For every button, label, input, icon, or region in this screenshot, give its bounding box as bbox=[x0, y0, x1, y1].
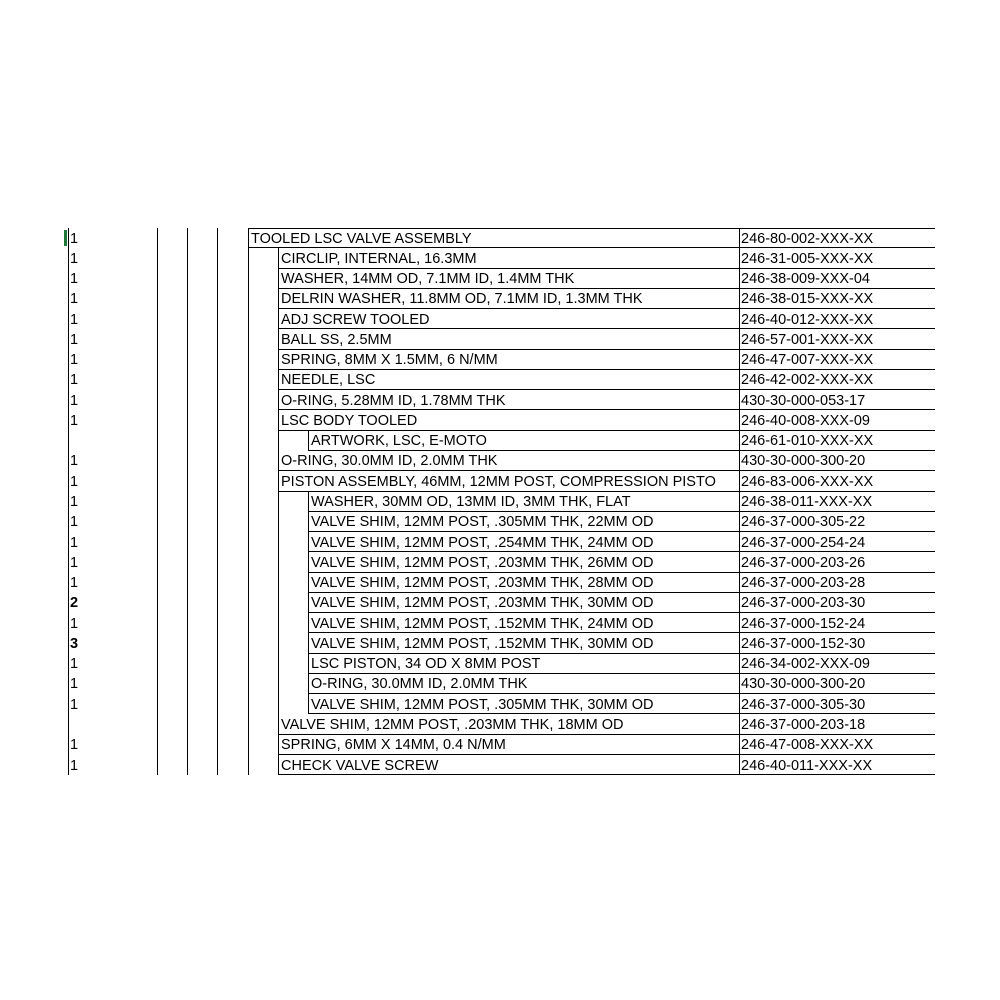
part-number-cell[interactable]: 246-61-010-XXX-XX bbox=[741, 433, 874, 450]
indent-divider bbox=[248, 633, 249, 653]
qty-cell[interactable]: 1 bbox=[70, 757, 79, 774]
part-number-cell[interactable]: 246-37-000-203-18 bbox=[741, 716, 866, 733]
indent-divider bbox=[248, 431, 249, 451]
indent-divider bbox=[278, 269, 279, 289]
qty-cell[interactable]: 3 bbox=[70, 635, 79, 652]
indent-divider bbox=[248, 370, 249, 390]
description-cell[interactable]: VALVE SHIM, 12MM POST, .305MM THK, 22MM OD bbox=[311, 514, 654, 531]
part-number-cell[interactable]: 246-80-002-XXX-XX bbox=[741, 230, 874, 247]
indent-divider bbox=[308, 573, 309, 593]
indent-divider bbox=[248, 714, 249, 734]
description-cell[interactable]: DELRIN WASHER, 11.8MM OD, 7.1MM ID, 1.3MM THK bbox=[281, 291, 643, 308]
indent-divider bbox=[278, 410, 279, 430]
indent-divider bbox=[278, 289, 279, 309]
description-cell[interactable]: VALVE SHIM, 12MM POST, .203MM THK, 28MM OD bbox=[311, 575, 654, 592]
indent-divider bbox=[248, 593, 249, 613]
part-number-cell[interactable]: 246-40-011-XXX-XX bbox=[741, 757, 873, 774]
qty-cell[interactable]: 1 bbox=[70, 696, 79, 713]
description-cell[interactable]: O-RING, 5.28MM ID, 1.78MM THK bbox=[281, 392, 506, 409]
column-divider bbox=[68, 228, 69, 775]
indent-divider bbox=[248, 573, 249, 593]
indent-divider bbox=[248, 735, 249, 755]
indent-divider bbox=[278, 390, 279, 410]
description-cell[interactable]: O-RING, 30.0MM ID, 2.0MM THK bbox=[281, 453, 498, 470]
indent-divider bbox=[278, 370, 279, 390]
qty-cell[interactable]: 1 bbox=[70, 352, 79, 369]
description-cell[interactable]: BALL SS, 2.5MM bbox=[281, 331, 392, 348]
part-number-cell[interactable]: 246-31-005-XXX-XX bbox=[741, 250, 874, 267]
indent-divider bbox=[278, 755, 279, 775]
part-number-cell[interactable]: 246-47-007-XXX-XX bbox=[741, 352, 874, 369]
description-cell[interactable]: NEEDLE, LSC bbox=[281, 372, 376, 389]
indent-divider bbox=[308, 633, 309, 653]
indent-divider bbox=[278, 714, 279, 734]
description-cell[interactable]: VALVE SHIM, 12MM POST, .203MM THK, 30MM OD bbox=[311, 595, 654, 612]
qty-cell[interactable] bbox=[70, 715, 156, 735]
description-cell[interactable]: CIRCLIP, INTERNAL, 16.3MM bbox=[281, 250, 477, 267]
indent-divider bbox=[308, 552, 309, 572]
part-number-cell[interactable]: 246-37-000-203-26 bbox=[741, 554, 866, 571]
qty-cell[interactable] bbox=[70, 431, 156, 451]
active-cell-marker bbox=[64, 230, 67, 246]
qty-cell[interactable]: 1 bbox=[70, 473, 79, 490]
qty-cell[interactable]: 1 bbox=[70, 554, 79, 571]
indent-divider bbox=[308, 492, 309, 512]
qty-cell[interactable]: 1 bbox=[70, 656, 79, 673]
indent-divider bbox=[248, 289, 249, 309]
part-number-cell[interactable]: 430-30-000-300-20 bbox=[741, 453, 866, 470]
indent-divider bbox=[308, 674, 309, 694]
qty-cell[interactable]: 1 bbox=[70, 250, 79, 267]
indent-divider bbox=[308, 532, 309, 552]
column-divider bbox=[187, 228, 188, 775]
description-cell[interactable]: TOOLED LSC VALVE ASSEMBLY bbox=[251, 230, 472, 247]
description-cell[interactable]: ARTWORK, LSC, E-MOTO bbox=[311, 433, 487, 450]
indent-divider bbox=[248, 613, 249, 633]
description-cell[interactable]: VALVE SHIM, 12MM POST, .152MM THK, 24MM OD bbox=[311, 615, 654, 632]
qty-cell[interactable]: 1 bbox=[70, 676, 79, 693]
description-cell[interactable]: VALVE SHIM, 12MM POST, .254MM THK, 24MM OD bbox=[311, 534, 654, 551]
indent-divider bbox=[248, 350, 249, 370]
part-number-cell[interactable]: 246-38-011-XXX-XX bbox=[741, 494, 873, 510]
part-number-cell[interactable]: 246-47-008-XXX-XX bbox=[741, 737, 874, 754]
indent-divider bbox=[278, 573, 279, 593]
qty-cell[interactable]: 1 bbox=[70, 615, 79, 632]
indent-divider bbox=[278, 694, 279, 714]
part-number-cell[interactable]: 246-37-000-203-28 bbox=[741, 575, 866, 592]
qty-cell[interactable]: 1 bbox=[70, 291, 79, 308]
indent-divider bbox=[248, 228, 249, 248]
description-cell[interactable]: VALVE SHIM, 12MM POST, .305MM THK, 30MM OD bbox=[311, 696, 654, 713]
column-divider bbox=[157, 228, 158, 775]
description-cell[interactable]: WASHER, 14MM OD, 7.1MM ID, 1.4MM THK bbox=[281, 271, 575, 288]
indent-divider bbox=[248, 674, 249, 694]
qty-cell[interactable]: 1 bbox=[70, 737, 79, 754]
indent-divider bbox=[248, 552, 249, 572]
indent-divider bbox=[248, 755, 249, 775]
indent-divider bbox=[248, 654, 249, 674]
indent-divider bbox=[248, 410, 249, 430]
indent-divider bbox=[278, 654, 279, 674]
indent-divider bbox=[248, 329, 249, 349]
column-divider bbox=[217, 228, 218, 775]
indent-divider bbox=[248, 694, 249, 714]
description-cell[interactable]: PISTON ASSEMBLY, 46MM, 12MM POST, COMPRESSION PISTO bbox=[281, 473, 716, 490]
part-number-cell[interactable]: 246-38-009-XXX-04 bbox=[741, 271, 870, 288]
indent-divider bbox=[308, 512, 309, 532]
description-cell[interactable]: ADJ SCREW TOOLED bbox=[281, 311, 430, 328]
indent-divider bbox=[248, 512, 249, 532]
indent-divider bbox=[278, 329, 279, 349]
indent-divider bbox=[248, 492, 249, 512]
part-number-cell[interactable]: 430-30-000-300-20 bbox=[741, 676, 866, 693]
qty-cell[interactable]: 1 bbox=[70, 331, 79, 348]
indent-divider bbox=[308, 431, 309, 451]
description-cell[interactable]: SPRING, 6MM X 14MM, 0.4 N/MM bbox=[281, 737, 506, 754]
description-cell[interactable]: WASHER, 30MM OD, 13MM ID, 3MM THK, FLAT bbox=[311, 494, 631, 510]
description-cell[interactable]: VALVE SHIM, 12MM POST, .203MM THK, 18MM OD bbox=[281, 716, 624, 733]
indent-divider bbox=[278, 735, 279, 755]
qty-cell[interactable]: 1 bbox=[70, 412, 79, 429]
part-number-cell[interactable]: 246-37-000-305-30 bbox=[741, 696, 866, 713]
part-number-cell[interactable]: 246-83-006-XXX-XX bbox=[741, 473, 874, 490]
indent-divider bbox=[278, 674, 279, 694]
indent-divider bbox=[308, 593, 309, 613]
part-number-cell[interactable]: 246-37-000-254-24 bbox=[741, 534, 866, 551]
part-number-cell[interactable]: 246-34-002-XXX-09 bbox=[741, 656, 870, 673]
qty-cell[interactable]: 1 bbox=[70, 372, 79, 389]
qty-cell[interactable]: 1 bbox=[70, 575, 79, 592]
part-number-cell[interactable]: 246-40-012-XXX-XX bbox=[741, 311, 874, 328]
indent-divider bbox=[248, 390, 249, 410]
part-number-cell[interactable]: 430-30-000-053-17 bbox=[741, 392, 866, 409]
qty-cell[interactable]: 1 bbox=[70, 392, 79, 409]
description-cell[interactable]: O-RING, 30.0MM ID, 2.0MM THK bbox=[311, 676, 528, 693]
part-number-cell[interactable]: 246-37-000-305-22 bbox=[741, 514, 866, 531]
indent-divider bbox=[278, 532, 279, 552]
indent-divider bbox=[248, 532, 249, 552]
qty-cell[interactable]: 1 bbox=[70, 271, 79, 288]
indent-divider bbox=[278, 309, 279, 329]
indent-divider bbox=[278, 350, 279, 370]
part-number-cell[interactable]: 246-42-002-XXX-XX bbox=[741, 372, 874, 389]
qty-cell[interactable]: 1 bbox=[70, 534, 79, 551]
part-number-cell[interactable]: 246-57-001-XXX-XX bbox=[741, 331, 874, 348]
indent-divider bbox=[248, 269, 249, 289]
part-number-cell[interactable]: 246-37-000-203-30 bbox=[741, 595, 866, 612]
indent-divider bbox=[278, 431, 279, 451]
indent-divider bbox=[278, 451, 279, 471]
part-number-cell[interactable]: 246-37-000-152-30 bbox=[741, 635, 866, 652]
part-number-cell[interactable]: 246-37-000-152-24 bbox=[741, 615, 866, 632]
indent-divider bbox=[278, 492, 279, 512]
indent-divider bbox=[278, 613, 279, 633]
indent-divider bbox=[248, 309, 249, 329]
part-number-cell[interactable]: 246-40-008-XXX-09 bbox=[741, 412, 870, 429]
qty-cell[interactable]: 1 bbox=[70, 311, 79, 328]
indent-divider bbox=[278, 552, 279, 572]
description-cell[interactable]: LSC PISTON, 34 OD X 8MM POST bbox=[311, 656, 541, 673]
description-cell[interactable]: SPRING, 8MM X 1.5MM, 6 N/MM bbox=[281, 352, 498, 369]
indent-divider bbox=[278, 471, 279, 491]
indent-divider bbox=[278, 248, 279, 268]
indent-divider bbox=[248, 451, 249, 471]
qty-cell[interactable]: 1 bbox=[70, 494, 79, 510]
description-cell[interactable]: VALVE SHIM, 12MM POST, .152MM THK, 30MM OD bbox=[311, 635, 654, 652]
description-cell[interactable]: CHECK VALVE SCREW bbox=[281, 757, 439, 774]
qty-cell[interactable]: 1 bbox=[70, 453, 79, 470]
description-cell[interactable]: LSC BODY TOOLED bbox=[281, 412, 418, 429]
indent-divider bbox=[248, 471, 249, 491]
indent-divider bbox=[278, 633, 279, 653]
qty-cell[interactable]: 1 bbox=[70, 514, 79, 531]
indent-divider bbox=[308, 694, 309, 714]
indent-divider bbox=[308, 654, 309, 674]
qty-cell[interactable]: 1 bbox=[70, 230, 79, 247]
part-number-cell[interactable]: 246-38-015-XXX-XX bbox=[741, 291, 874, 308]
indent-divider bbox=[308, 613, 309, 633]
indent-divider bbox=[248, 248, 249, 268]
description-cell[interactable]: VALVE SHIM, 12MM POST, .203MM THK, 26MM OD bbox=[311, 554, 654, 571]
indent-divider bbox=[278, 593, 279, 613]
indent-divider bbox=[278, 512, 279, 532]
qty-cell[interactable]: 2 bbox=[70, 595, 79, 612]
